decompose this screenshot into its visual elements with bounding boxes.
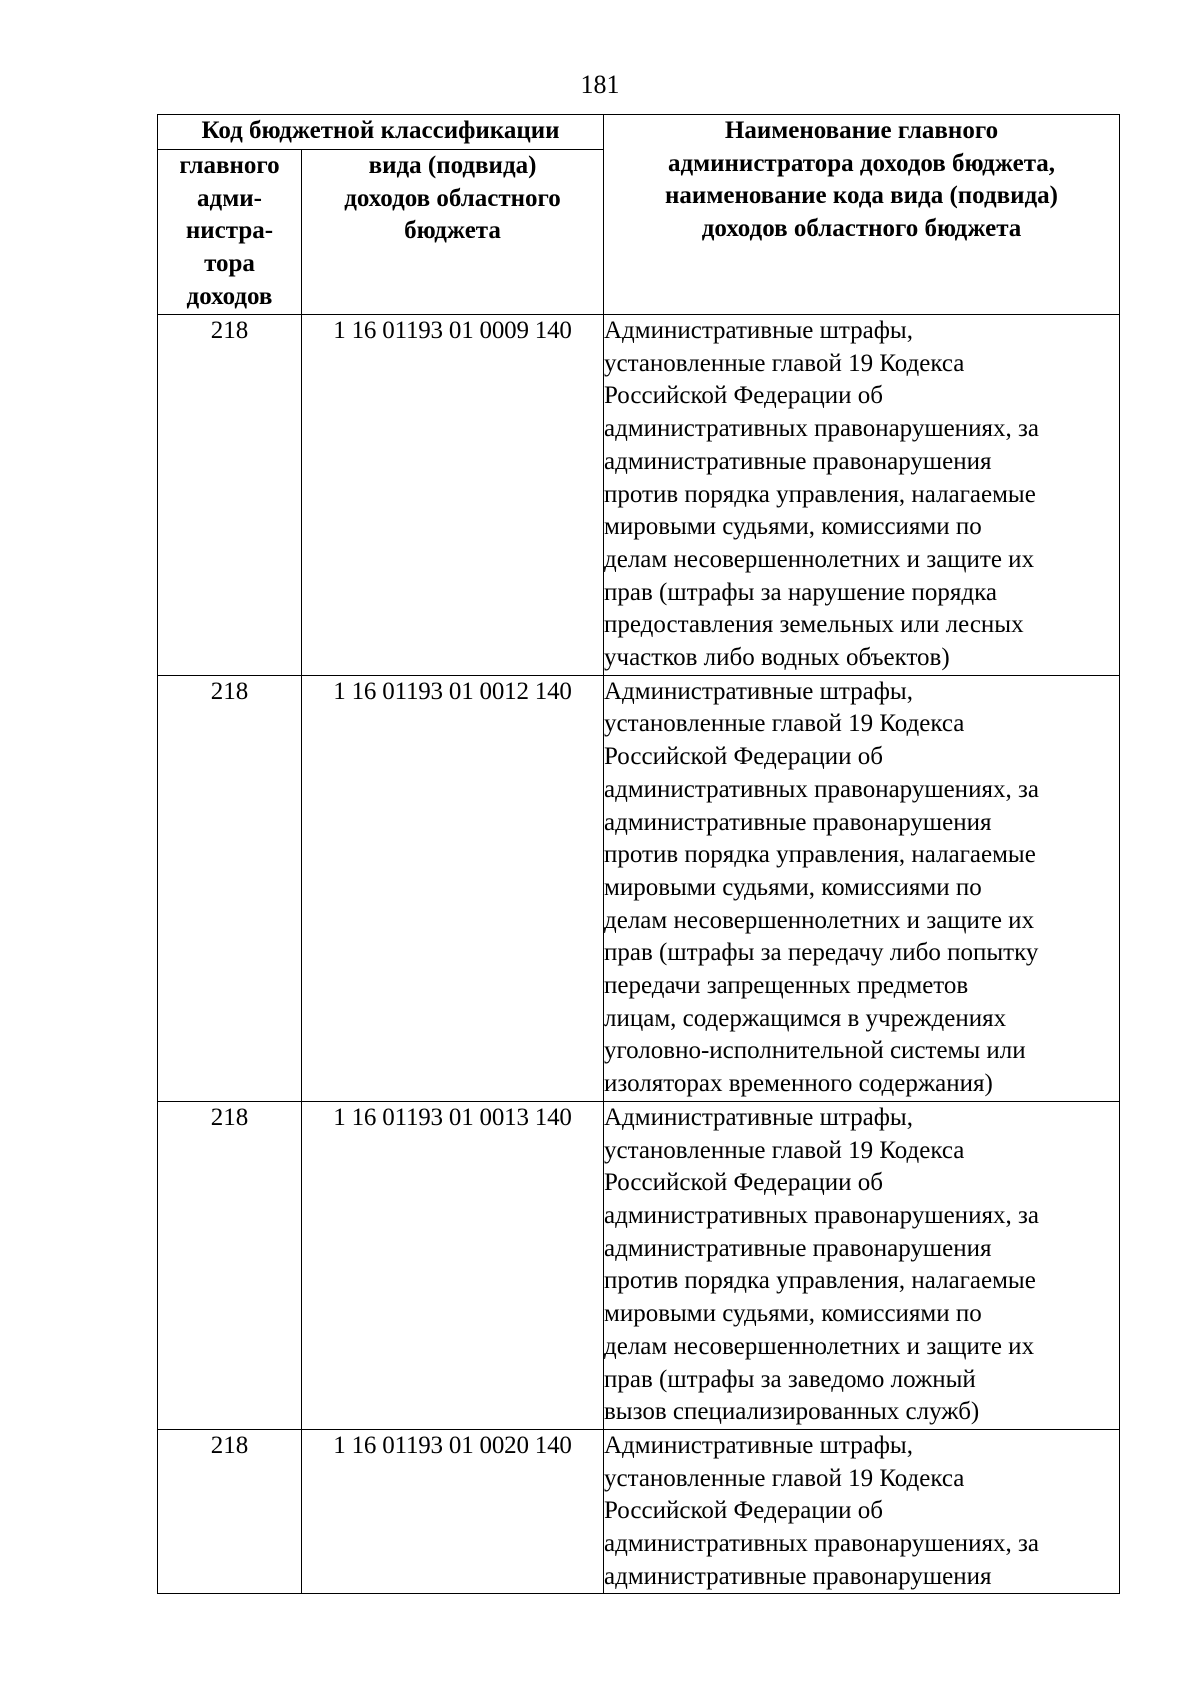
description-line: административных правонарушениях, за	[604, 1201, 1039, 1229]
description-line: Российской Федерации об	[604, 1169, 883, 1197]
description-line: мировыми судьями, комиссиями по	[604, 873, 982, 901]
header-name-line: администратора доходов бюджета,	[667, 149, 1056, 177]
header-admin-line: тора	[204, 250, 255, 278]
description-line: Российской Федерации об	[604, 743, 883, 771]
description-line: Российской Федерации об	[604, 1497, 883, 1525]
description-line: изоляторах временного содержания)	[604, 1070, 993, 1098]
table-row	[158, 1101, 1120, 1429]
description-line: установленные главой 19 Кодекса	[604, 710, 965, 738]
description-line: административные правонарушения	[604, 808, 992, 836]
description-line: административных правонарушениях, за	[604, 415, 1039, 443]
description-line: Российской Федерации об	[604, 382, 883, 410]
header-admin-column	[158, 150, 302, 315]
admin-code-cell: 218	[158, 1429, 302, 1594]
description-line: прав (штрафы за нарушение порядка	[604, 578, 997, 606]
description-cell	[604, 1429, 1120, 1594]
description-line: делам несовершеннолетних и защите их	[604, 906, 1035, 934]
description-line: мировыми судьями, комиссиями по	[604, 1300, 982, 1328]
description-line: административные правонарушения	[604, 1562, 992, 1590]
description-cell	[604, 1101, 1120, 1429]
header-name-line: Наименование главного	[724, 117, 999, 144]
header-kind-line: доходов областного	[344, 184, 561, 212]
description-line: Административные штрафы,	[604, 677, 913, 705]
header-name-column	[604, 115, 1120, 315]
description-line: делам несовершеннолетних и защите их	[604, 545, 1035, 573]
description-line: против порядка управления, налагаемые	[604, 480, 1036, 508]
header-admin-line: нистра-	[185, 217, 274, 245]
description-line: прав (штрафы за передачу либо попытку	[604, 939, 1039, 967]
kind-code-cell: 1 16 01193 01 0009 140	[302, 315, 604, 676]
description-line: Административные штрафы,	[604, 317, 913, 344]
header-kind-line: бюджета	[404, 217, 501, 245]
description-line: мировыми судьями, комиссиями по	[604, 513, 982, 541]
description-line: административные правонарушения	[604, 447, 992, 475]
kind-code-cell: 1 16 01193 01 0013 140	[302, 1101, 604, 1429]
table-row	[158, 1429, 1120, 1594]
description-line: передачи запрещенных предметов	[604, 972, 969, 1000]
description-line: против порядка управления, налагаемые	[604, 841, 1036, 869]
header-admin-line: главного	[179, 152, 280, 179]
header-admin-line: доходов	[186, 282, 273, 310]
page-number: 181	[580, 70, 620, 99]
header-name-line: доходов областного бюджета	[701, 215, 1022, 243]
description-line: уголовно-исполнительной системы или	[604, 1037, 1026, 1065]
admin-code-cell: 218	[158, 315, 302, 676]
table-row	[158, 675, 1120, 1101]
description-line: установленные главой 19 Кодекса	[604, 349, 965, 377]
description-line: административные правонарушения	[604, 1234, 992, 1262]
description-line: вызов специализированных служб)	[604, 1398, 980, 1426]
description-line: делам несовершеннолетних и защите их	[604, 1332, 1035, 1360]
header-name-line: наименование кода вида (подвида)	[665, 182, 1058, 210]
kind-code-cell: 1 16 01193 01 0012 140	[302, 675, 604, 1101]
description-line: административных правонарушениях, за	[604, 775, 1039, 803]
budget-classification-table	[157, 114, 1120, 1594]
description-line: против порядка управления, налагаемые	[604, 1267, 1036, 1295]
kind-code-cell: 1 16 01193 01 0020 140	[302, 1429, 604, 1594]
description-line: участков либо водных объектов)	[604, 644, 950, 672]
header-kind-line: вида (подвида)	[368, 152, 537, 179]
description-cell	[604, 315, 1120, 676]
table-row	[158, 315, 1120, 676]
description-line: Административные штрафы,	[604, 1103, 913, 1131]
description-line: Административные штрафы,	[604, 1431, 913, 1459]
description-line: лицам, содержащимся в учреждениях	[604, 1004, 1007, 1032]
description-line: административных правонарушениях, за	[604, 1530, 1039, 1558]
admin-code-cell: 218	[158, 675, 302, 1101]
description-line: установленные главой 19 Кодекса	[604, 1136, 965, 1164]
admin-code-cell: 218	[158, 1101, 302, 1429]
description-line: предоставления земельных или лесных	[604, 611, 1024, 639]
description-line: установленные главой 19 Кодекса	[604, 1464, 965, 1492]
header-budget-classification-code: Код бюджетной классификации	[158, 115, 604, 150]
description-line: прав (штрафы за заведомо ложный	[604, 1365, 976, 1393]
description-cell	[604, 675, 1120, 1101]
header-kind-column	[302, 150, 604, 315]
header-admin-line: адми-	[197, 184, 262, 212]
